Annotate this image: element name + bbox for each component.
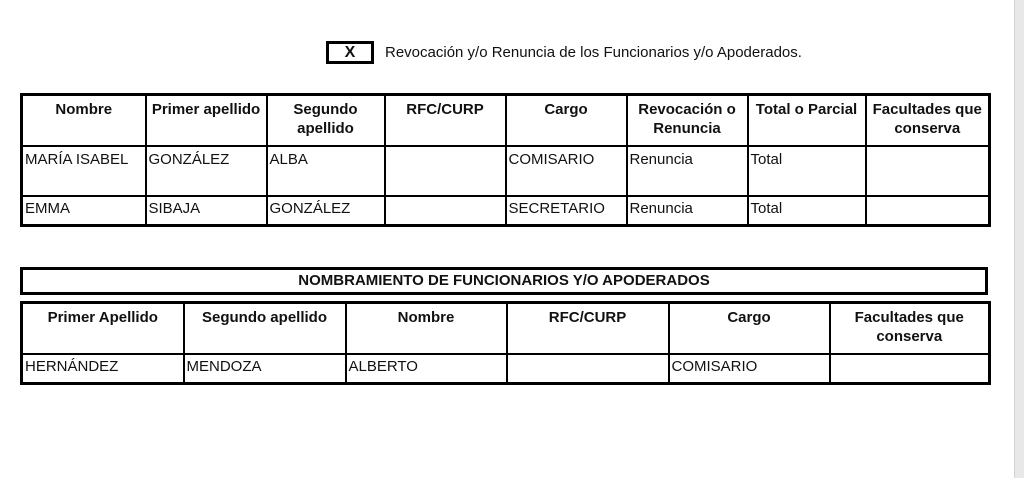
column-header: Segundo apellido — [184, 303, 346, 355]
table-cell: COMISARIO — [506, 146, 627, 196]
table-cell — [385, 196, 506, 226]
column-header: Nombre — [22, 95, 146, 147]
table-cell: Renuncia — [627, 146, 748, 196]
column-header: RFC/CURP — [507, 303, 669, 355]
column-header: Total o Parcial — [748, 95, 866, 147]
column-header: Revocación o Renuncia — [627, 95, 748, 147]
table-cell: MARÍA ISABEL — [22, 146, 146, 196]
table-cell: Total — [748, 146, 866, 196]
column-header: Segundo apellido — [267, 95, 385, 147]
table-row — [22, 354, 990, 384]
table-header-row — [22, 95, 990, 147]
table-cell: Total — [748, 196, 866, 226]
table-cell: ALBA — [267, 146, 385, 196]
column-header: Primer apellido — [146, 95, 267, 147]
table-cell — [866, 146, 990, 196]
table-cell: ALBERTO — [346, 354, 507, 384]
table-cell: GONZÁLEZ — [267, 196, 385, 226]
table-cell — [830, 354, 990, 384]
table-cell: HERNÁNDEZ — [22, 354, 184, 384]
column-header: Cargo — [506, 95, 627, 147]
table-header-row — [22, 303, 990, 355]
column-header: Nombre — [346, 303, 507, 355]
table-cell: GONZÁLEZ — [146, 146, 267, 196]
revocation-label: Revocación y/o Renuncia de los Funcionarios y/o Apoderados. — [385, 44, 802, 61]
appointment-table — [20, 301, 991, 385]
table-cell: SIBAJA — [146, 196, 267, 226]
table-cell — [507, 354, 669, 384]
table-row — [22, 146, 990, 196]
appointment-banner: NOMBRAMIENTO DE FUNCIONARIOS Y/O APODERADOS — [20, 267, 988, 295]
page-right-edge — [1014, 0, 1024, 478]
table-cell: EMMA — [22, 196, 146, 226]
column-header: Facultades que conserva — [830, 303, 990, 355]
column-header: Primer Apellido — [22, 303, 184, 355]
column-header: Cargo — [669, 303, 830, 355]
column-header: RFC/CURP — [385, 95, 506, 147]
revocation-table — [20, 93, 991, 227]
table-cell — [866, 196, 990, 226]
table-cell: SECRETARIO — [506, 196, 627, 226]
table-row — [22, 196, 990, 226]
column-header: Facultades que conserva — [866, 95, 990, 147]
table-cell — [385, 146, 506, 196]
revocation-checkbox[interactable]: X — [326, 41, 374, 64]
table-cell: MENDOZA — [184, 354, 346, 384]
table-cell: Renuncia — [627, 196, 748, 226]
revocation-checkbox-row — [326, 41, 802, 64]
table-cell: COMISARIO — [669, 354, 830, 384]
